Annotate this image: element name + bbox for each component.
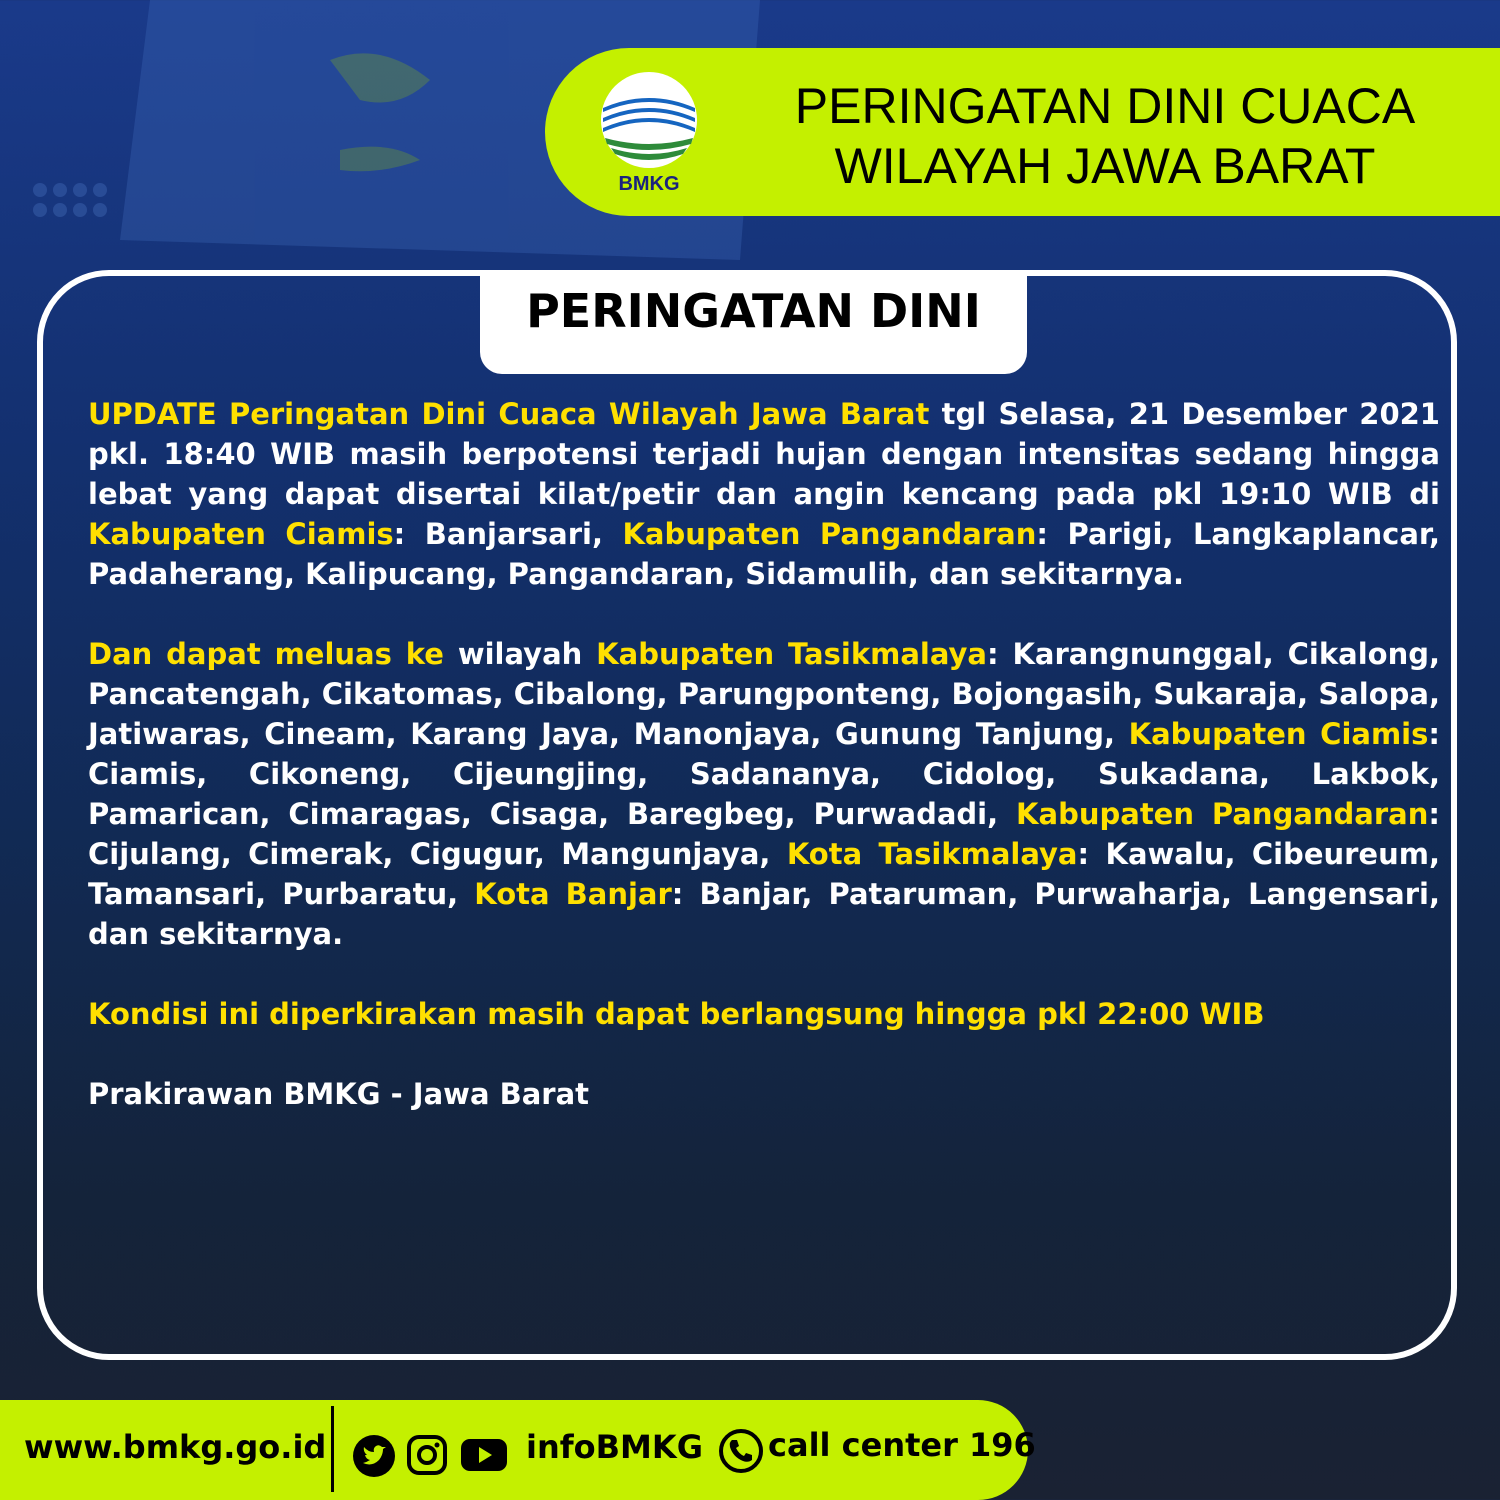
website-link[interactable]: www.bmkg.go.id: [24, 1428, 327, 1466]
body-text: tgl Selasa, 21 Desember 2021 pkl. 18:40 WIB masih berpotensi terjadi hujan dengan intensitas sedang hingga lebat yang dapat disertai kilat/petir dan angin kencang pada pkl 19:10 WIB di: [88, 397, 1440, 511]
body-text: : Karangnunggal, Cikalong, Pancatengah, Cikatomas, Cibalong, Parungponteng, Bojongasih, Sukaraja, Salopa, Jatiwaras, Cineam, Karang Jaya, Manonjaya, Gunung Tanjung,: [88, 637, 1441, 751]
warning-condition: Kondisi ini diperkirakan masih dapat berlangsung hingga pkl 22:00 WIB: [88, 997, 1265, 1031]
highlighted-text: Kota Tasikmalaya: [786, 837, 1078, 871]
body-text: : Banjar, Pataruman, Purwaharja, Langensari, dan sekitarnya.: [88, 877, 1440, 951]
phone-icon: [718, 1428, 764, 1474]
body-text: : Cijulang, Cimerak, Cigugur, Mangunjaya,: [88, 797, 1441, 871]
body-text: : Ciamis, Cikoneng, Cijeungjing, Sadananya, Cidolog, Sukadana, Lakbok, Pamarican, Cimaragas, Cisaga, Baregbeg, Purwadadi,: [88, 717, 1440, 831]
twitter-icon[interactable]: [352, 1434, 396, 1478]
warning-paragraph-1: [88, 394, 1440, 594]
header-bar: [545, 48, 1500, 216]
header-title-line1: PERINGATAN DINI CUACA: [794, 78, 1416, 134]
highlighted-text: Kabupaten Ciamis: [1128, 717, 1429, 751]
header-title: [775, 76, 1435, 196]
footer-divider: [331, 1406, 334, 1492]
header-title-line2: WILAYAH JAWA BARAT: [834, 138, 1376, 194]
body-text: : Parigi, Langkaplancar, Padaherang, Kalipucang, Pangandaran, Sidamulih, dan sekitarnya.: [88, 517, 1440, 591]
card-tab-label: PERINGATAN DINI: [526, 284, 981, 338]
body-text: wilayah: [443, 637, 597, 671]
youtube-icon[interactable]: [460, 1434, 508, 1476]
card-tab: [480, 270, 1027, 374]
forecaster-signature: Prakirawan BMKG - Jawa Barat: [88, 1077, 590, 1111]
highlighted-text: Kabupaten Tasikmalaya: [596, 637, 987, 671]
body-text: : Banjarsari,: [393, 517, 623, 551]
footer-bar: [0, 1400, 1036, 1500]
svg-text:BMKG: BMKG: [618, 173, 680, 195]
instagram-icon[interactable]: [406, 1434, 448, 1476]
call-center-text[interactable]: call center 196: [768, 1426, 1036, 1464]
body-text: : Kawalu, Cibeureum, Tamansari, Purbaratu,: [88, 837, 1440, 911]
warning-paragraph-2: [88, 634, 1440, 954]
highlighted-text: Kota Banjar: [474, 877, 672, 911]
social-handle[interactable]: infoBMKG: [526, 1428, 703, 1466]
highlighted-text: UPDATE Peringatan Dini Cuaca Wilayah Jawa Barat: [88, 397, 930, 431]
highlighted-text: Dan dapat meluas ke: [88, 637, 444, 671]
highlighted-text: Kabupaten Ciamis: [88, 517, 394, 551]
highlighted-text: Kabupaten Pangandaran: [622, 517, 1037, 551]
warning-content: [88, 394, 1440, 1154]
highlighted-text: Kabupaten Pangandaran: [1016, 797, 1429, 831]
bmkg-logo: [597, 68, 701, 196]
